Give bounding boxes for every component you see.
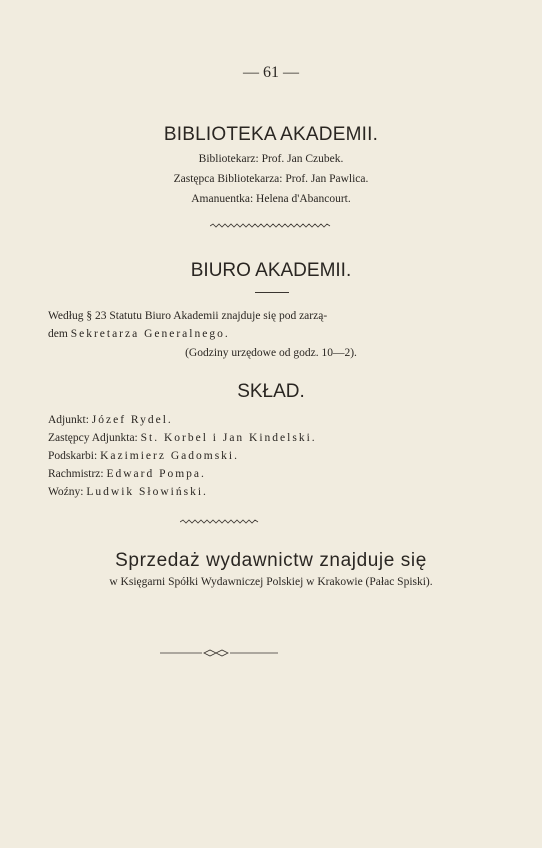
statute-paragraph-line1: Według § 23 Statutu Biuro Akademii znajduje się pod zarzą- [48,310,328,322]
staff-role: Rachmistrz: [48,468,104,480]
staff-role: Woźny: [48,486,84,498]
staff-row-accountant [48,468,206,480]
amanuensis-line: Amanuentka: Helena d'Abancourt. [191,193,351,205]
staff-row-deputy-adjuncts [48,432,317,444]
bureau-heading: BIURO AKADEMII. [190,260,352,281]
bookshop-line: w Księgarni Spółki Wydawniczej Polskiej w Krakowie (Pałac Spiski). [109,576,433,588]
staff-row-janitor [48,486,208,498]
wavy-ornament-2 [180,518,260,526]
short-rule [255,292,289,293]
staff-name: Ludwik Słowiński. [86,486,208,498]
staff-row-adjunct [48,414,173,426]
staff-name: St. Korbel i Jan Kindelski. [140,432,317,444]
page-number: — 61 — [243,64,299,81]
secretary-general: Sekretarza Generalnego. [70,328,230,340]
staff-role: Podskarbi: [48,450,98,462]
staff-role: Adjunkt: [48,414,89,426]
staff-row-treasurer [48,450,239,462]
sale-heading: Sprzedaż wydawnictw znajduje się [115,550,427,571]
closing-ornament [160,648,280,658]
staff-name: Edward Pompa. [106,468,206,480]
deputy-librarian-line: Zastępca Bibliotekarza: Prof. Jan Pawlica. [173,173,369,185]
office-hours: (Godziny urzędowe od godz. 10—2). [185,347,357,359]
staff-heading: SKŁAD. [237,381,305,402]
staff-role: Zastępcy Adjunkta: [48,432,138,444]
statute-word: dem [48,328,68,340]
wavy-ornament-1 [210,222,332,230]
librarian-line: Bibliotekarz: Prof. Jan Czubek. [198,153,344,165]
library-heading: BIBLIOTEKA AKADEMII. [163,124,379,145]
staff-name: Józef Rydel. [91,414,173,426]
statute-paragraph-line2 [48,328,230,340]
staff-name: Kazimierz Gadomski. [100,450,239,462]
